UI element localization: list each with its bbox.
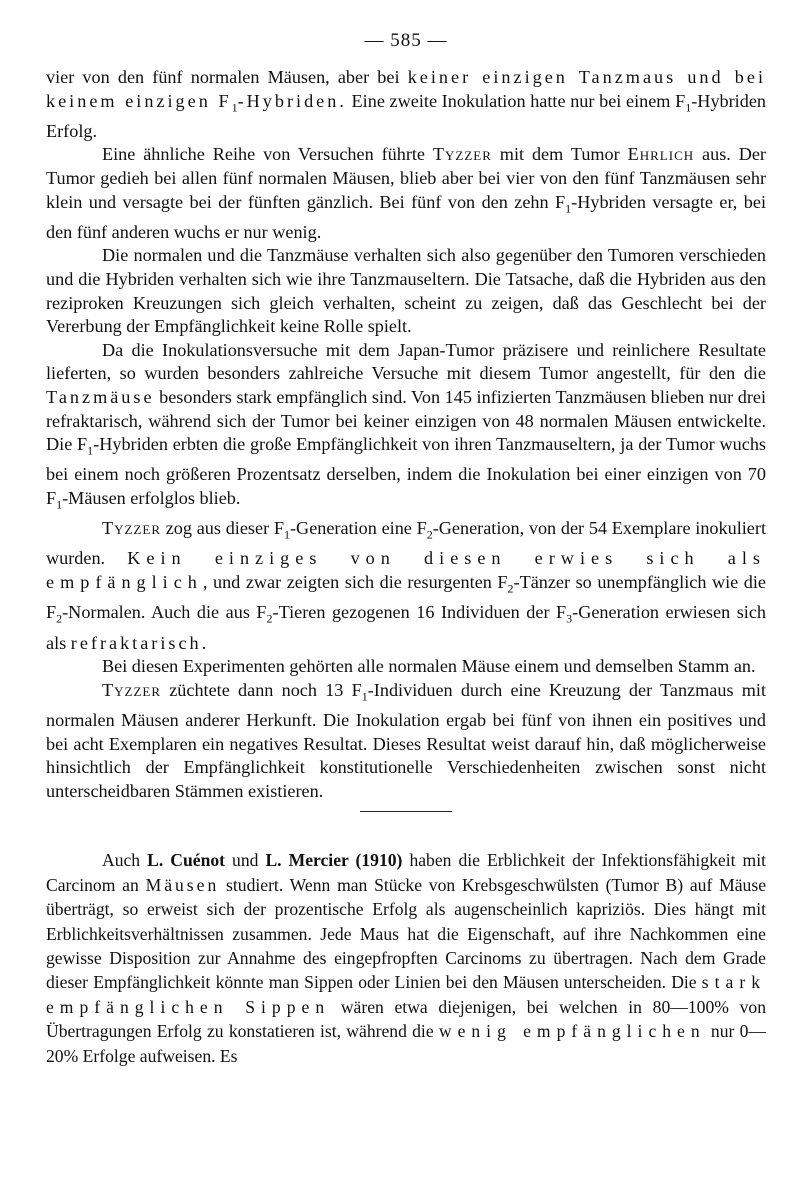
text-run: aus. Der Tumor gedieh bei allen fünf normalen Mäusen, blieb aber bei vier von den fünf Tanzmäusen sehr klein und versagte bei der fünften gänzlich. Bei fünf von den zehn F: [46, 144, 766, 212]
paragraph-p2: [46, 143, 766, 244]
paragraph-p1: [46, 66, 766, 143]
text-run: 2: [56, 611, 63, 626]
text-run: refraktarisch: [70, 632, 202, 653]
text-run: Kein einziges von diesen erwies sich als empfänglich: [46, 548, 767, 593]
text-run: 1: [56, 497, 63, 512]
paragraph-p3: [46, 244, 766, 338]
text-run: Da die Inokulationsversuche mit dem Japan-Tumor präzisere und reinlichere Resultate lieferten, so wurden besonders zahlreiche Versuche mit diesem Tumor angestellt, für den die: [46, 339, 766, 384]
section-divider: [360, 811, 452, 812]
text-run: Ehrlich: [627, 144, 695, 165]
text-run: mit dem Tumor: [491, 144, 628, 165]
text-run: Eine ähnliche Reihe von Versuchen führte: [102, 144, 433, 165]
paragraph-p8: [46, 848, 766, 1068]
text-run: -Generation erwiesen sich als: [46, 602, 766, 653]
text-run: Tyzzer: [102, 679, 161, 700]
text-run: Auch: [102, 850, 148, 871]
text-run: 1: [361, 689, 368, 704]
text-run: 1: [231, 100, 238, 115]
text-run: wären etwa diejenigen, bei welchen in 80—100% von Übertragungen Erfolg zu konstatieren ist, während die: [46, 996, 767, 1042]
text-run: -Hybriden.: [237, 90, 347, 111]
text-run: L. Mercier (1910): [265, 850, 403, 871]
text-run: -Hybriden versagte er, bei den fünf anderen wuchs er nur wenig.: [46, 191, 766, 242]
page-number: — 585 —: [364, 30, 448, 51]
body-text-section-2: [46, 848, 766, 1068]
text-run: keiner einzigen Tanzmaus und bei keinem einzigen F: [46, 67, 766, 111]
text-run: , und zwar zeigten sich die resurgenten F: [202, 572, 508, 593]
text-run: besonders stark empfänglich sind. Von 145 infizierten Tanzmäusen blieben nur drei refraktarisch, während sich der Tumor bei keiner einzigen von 48 normalen Mäusen entwickelte. Die F: [46, 387, 766, 455]
paragraph-p7: [46, 679, 766, 804]
text-run: -Normalen. Auch die aus F: [62, 602, 267, 623]
text-run: -Tieren gezogenen 16 Individuen der F: [272, 602, 567, 623]
text-run: stark empfänglichen Sippen: [46, 972, 766, 1017]
text-run: -Hybriden erbten die große Empfänglichkeit von ihren Tanzmauseltern, ja der Tumor wuchs bei einem noch größeren Prozentsatz derselben, indem die Inokulation bei einer einzigen von 70 F: [46, 434, 767, 509]
text-run: -Individuen durch eine Kreuzung der Tanzmaus mit normalen Mäusen anderer Herkunft. Die Inokulation ergab bei fünf von ihnen ein positives und bei acht Exemplaren ein negatives Resultat. Dieses Resultat weist darauf hin, daß möglicherweise hinsichtlich der Empfänglichkeit konstitutionelle Verschiedenheiten zwischen sonst nicht unterscheidbaren Stämmen existieren.: [46, 679, 767, 801]
text-run: haben die Erblichkeit der Infektionsfähigkeit mit Carcinom an: [46, 850, 766, 895]
text-run: 2: [266, 611, 273, 626]
text-run: 2: [426, 527, 433, 542]
text-run: züchtete dann noch 13 F: [161, 679, 362, 700]
text-run: zog aus dieser F: [161, 518, 284, 539]
text-run: 1: [87, 443, 94, 458]
text-run: -Generation eine F: [290, 518, 427, 539]
text-run: Tanzmäuse: [46, 387, 155, 407]
body-text-section-1: [46, 66, 766, 803]
text-run: Bei diesen Experimenten gehörten alle normalen Mäuse einem und demselben Stamm an.: [102, 656, 756, 677]
text-run: -Hybriden Erfolg.: [46, 90, 766, 141]
text-run: -Generation, von der 54 Exemplare inokuliert wurden.: [46, 518, 766, 569]
text-run: L. Cuénot: [147, 850, 226, 871]
text-run: 1: [685, 100, 692, 115]
text-run: nur 0—20% Erfolge aufweisen. Es: [46, 1021, 767, 1066]
text-run: wenig empfänglichen: [438, 1021, 706, 1042]
text-run: 2: [507, 581, 514, 596]
text-run: -Mäusen erfolglos blieb.: [62, 488, 241, 509]
text-run: Tyzzer: [432, 144, 492, 165]
text-run: .: [201, 632, 207, 653]
text-run: vier von den fünf normalen Mäusen, aber bei: [46, 67, 408, 87]
text-run: -Tänzer so unempfänglich wie die F: [46, 572, 766, 623]
text-run: 1: [565, 201, 572, 216]
text-run: studiert. Wenn man Stücke von Krebsgeschwülsten (Tumor B) auf Mäuse überträgt, so erweist sich der prozentische Erfolg als augenscheinlich kapriziös. Dies hängt mit Erblichkeitsverhältnissen zusammen. Jede Maus hat die Eigenschaft, auf ihre Nachkommen eine gewisse Disposition zur Annahme des eingepfropften Carcinoms zu übertragen. Nach dem Grade dieser Empfänglichkeit könnte man Sippen oder Linien bei den Mäusen unterscheiden. Die: [46, 874, 767, 993]
paragraph-p4: [46, 339, 766, 517]
text-run: Die normalen und die Tanzmäuse verhalten sich also gegenüber den Tumoren verschieden und die Hybriden verhalten sich wie ihre Tanzmauseltern. Die Tatsache, daß die Hybriden aus den reziproken Kreuzungen sich gleich verhalten, scheint zu zeigen, daß das Geschlecht bei der Vererbung der Empfänglichkeit keine Rolle spielt.: [46, 245, 766, 337]
text-run: 1: [284, 527, 290, 542]
text-run: Tyzzer: [102, 518, 161, 539]
text-run: 3: [566, 611, 573, 626]
paragraph-p6: [46, 655, 766, 679]
text-run: Mäusen: [145, 874, 220, 895]
paragraph-p5: [46, 517, 766, 655]
text-run: Eine zweite Inokulation hatte nur bei einem F: [346, 90, 686, 111]
text-run: und: [225, 850, 266, 871]
